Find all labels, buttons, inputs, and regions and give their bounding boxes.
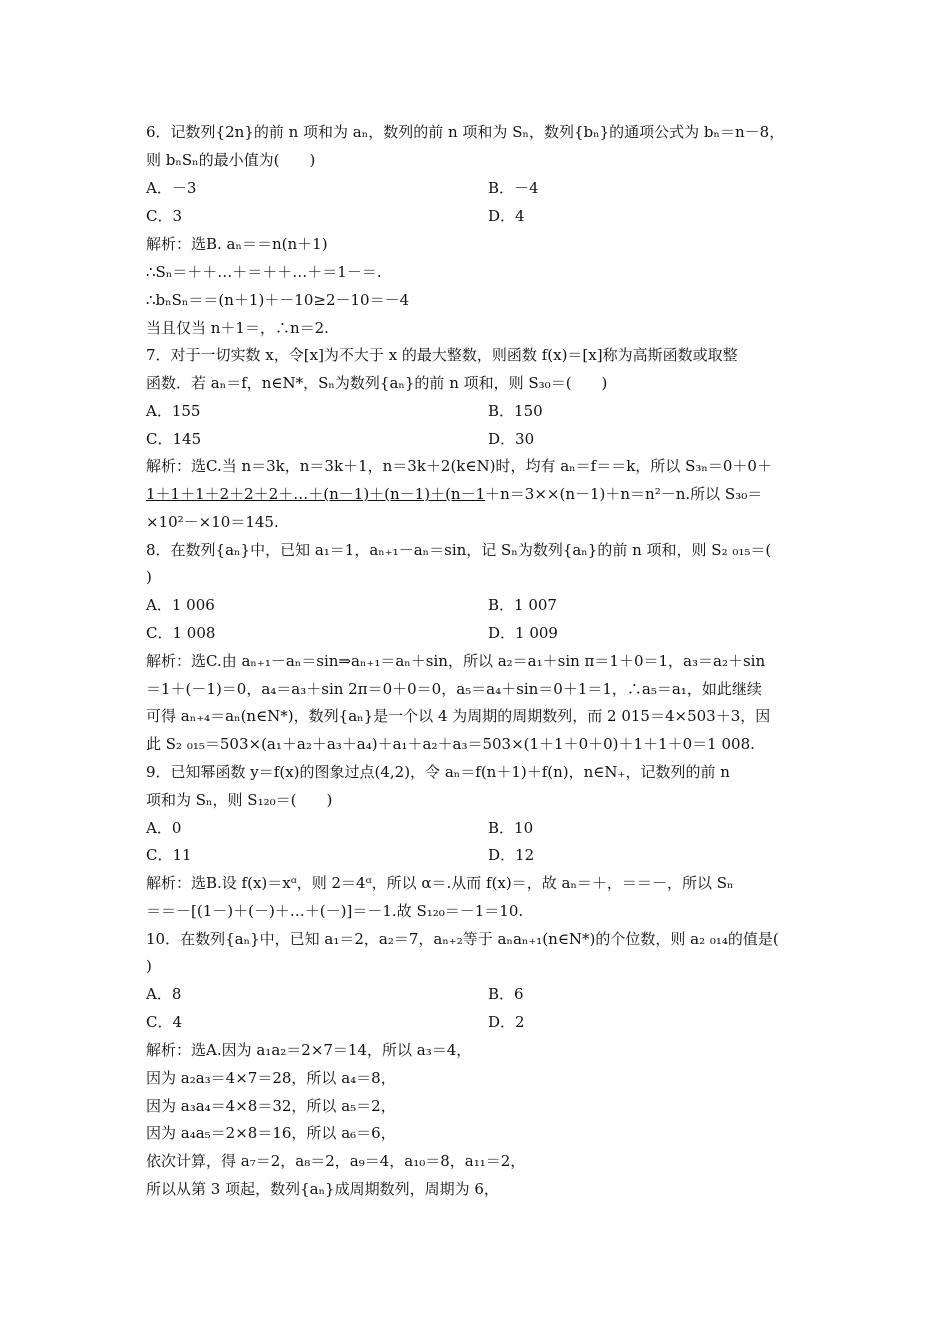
p7-option-a: A．155 — [146, 402, 201, 420]
p7-stem-line2: 函数．若 aₙ＝f，n∈N*，Sₙ为数列{aₙ}的前 n 项和，则 S₃₀＝( ) — [146, 374, 608, 392]
p6-solution-line4: 当且仅当 n＋1＝，∴n＝2. — [146, 319, 329, 337]
p10-stem-line2: ) — [146, 957, 152, 975]
p6-stem-line1: 6．记数列{2n}的前 n 项和为 aₙ，数列的前 n 项和为 Sₙ，数列{bₙ}的通项公式为 bₙ＝n－8， — [146, 123, 785, 141]
p10-option-a: A．8 — [146, 985, 182, 1003]
p9-solution-line1: 解析：选B.设 f(x)＝xᵅ，则 2＝4ᵅ，所以 α＝.从而 f(x)＝，故 aₙ＝＋，＝＝－，所以 Sₙ — [146, 874, 734, 892]
p6-solution-line3: ∴bₙSₙ＝＝(n＋1)＋－10≥2－10＝－4 — [146, 291, 410, 309]
p9-stem-line1: 9．已知幂函数 y＝f(x)的图象过点(4,2)，令 aₙ＝f(n＋1)＋f(n)，n∈N₊，记数列的前 n — [146, 763, 730, 781]
p7-option-c: C．145 — [146, 430, 202, 448]
p10-solution-line2: 因为 a₂a₃＝4×7＝28，所以 a₄＝8， — [146, 1069, 396, 1087]
p7-stem-line1: 7．对于一切实数 x，令[x]为不大于 x 的最大整数，则函数 f(x)＝[x]称为高斯函数或取整 — [146, 346, 738, 364]
p9-option-b: B．10 — [488, 819, 534, 837]
p7-solution-line2-rest: ＋n＝3××(n－1)＋n＝n²－n.所以 S₃₀＝ — [485, 485, 763, 503]
p8-solution-line2: ＝1＋(－1)＝0，a₄＝a₃＋sin 2π＝0＋0＝0，a₅＝a₄＋sin＝0＋1＝1，∴a₅＝a₁，如此继续 — [146, 680, 762, 698]
p6-solution-line1: 解析：选B. aₙ＝＝n(n＋1) — [146, 235, 328, 253]
p10-stem-line1: 10．在数列{aₙ}中，已知 a₁＝2，a₂＝7，aₙ₊₂等于 aₙaₙ₊₁(n∈N*)的个位数，则 a₂ ₀₁₄的值是( — [146, 930, 779, 948]
p10-option-c: C．4 — [146, 1013, 183, 1031]
p6-stem-line2: 则 bₙSₙ的最小值为( ) — [146, 151, 316, 169]
p6-option-a: A．－3 — [146, 179, 197, 197]
p6-option-b: B．－4 — [488, 179, 539, 197]
p7-underlined-sum: 1＋1＋1＋2＋2＋2＋…＋(n－1)＋(n－1)＋(n－1 — [146, 485, 486, 503]
p8-solution-line1: 解析：选C.由 aₙ₊₁－aₙ＝sin⇒aₙ₊₁＝aₙ＋sin，所以 a₂＝a₁＋sin π＝1＋0＝1，a₃＝a₂＋sin — [146, 652, 766, 670]
p9-option-c: C．11 — [146, 846, 192, 864]
p6-option-c: C．3 — [146, 207, 183, 225]
p8-option-c: C．1 008 — [146, 624, 216, 642]
p7-option-d: D．30 — [488, 430, 535, 448]
p10-solution-line5: 依次计算，得 a₇＝2，a₈＝2，a₉＝4，a₁₀＝8，a₁₁＝2， — [146, 1152, 526, 1170]
p10-option-d: D．2 — [488, 1013, 525, 1031]
p8-stem-line1: 8．在数列{aₙ}中，已知 a₁＝1，aₙ₊₁－aₙ＝sin，记 Sₙ为数列{aₙ}的前 n 项和，则 S₂ ₀₁₅＝( — [146, 541, 772, 559]
p8-solution-line4: 此 S₂ ₀₁₅＝503×(a₁＋a₂＋a₃＋a₄)＋a₁＋a₂＋a₃＝503×(1＋1＋0＋0)＋1＋1＋0＝1 008. — [146, 735, 755, 753]
p7-solution-line2 — [146, 484, 811, 504]
p10-solution-line3: 因为 a₃a₄＝4×8＝32，所以 a₅＝2， — [146, 1097, 396, 1115]
p9-solution-line2: ＝＝－[(1－)＋(－)＋…＋(－)]＝－1.故 S₁₂₀＝－1＝10. — [146, 902, 524, 920]
p8-option-d: D．1 009 — [488, 624, 558, 642]
p8-stem-line2: ) — [146, 568, 152, 586]
p7-option-b: B．150 — [488, 402, 543, 420]
p6-option-d: D．4 — [488, 207, 525, 225]
p8-option-b: B．1 007 — [488, 596, 557, 614]
p7-solution-line3: ×10²－×10＝145. — [146, 513, 279, 531]
p9-option-d: D．12 — [488, 846, 535, 864]
p10-solution-line4: 因为 a₄a₅＝2×8＝16，所以 a₆＝6， — [146, 1124, 396, 1142]
p7-solution-line1: 解析：选C.当 n＝3k，n＝3k＋1，n＝3k＋2(k∈N)时，均有 aₙ＝f＝＝k，所以 S₃ₙ＝0＋0＋ — [146, 457, 772, 475]
p6-solution-line2: ∴Sₙ＝＋＋…＋＝＋＋…＋＝1－＝. — [146, 263, 382, 281]
p10-option-b: B．6 — [488, 985, 524, 1003]
p10-solution-line6: 所以从第 3 项起，数列{aₙ}成周期数列，周期为 6， — [146, 1180, 499, 1198]
p8-solution-line3: 可得 aₙ₊₄＝aₙ(n∈N*)，数列{aₙ}是一个以 4 为周期的周期数列，而 2 015＝4×503＋3，因 — [146, 707, 771, 725]
p9-stem-line2: 项和为 Sₙ，则 S₁₂₀＝( ) — [146, 791, 333, 809]
p9-option-a: A．0 — [146, 819, 182, 837]
p10-solution-line1: 解析：选A.因为 a₁a₂＝2×7＝14，所以 a₃＝4， — [146, 1041, 472, 1059]
p8-option-a: A．1 006 — [146, 596, 215, 614]
